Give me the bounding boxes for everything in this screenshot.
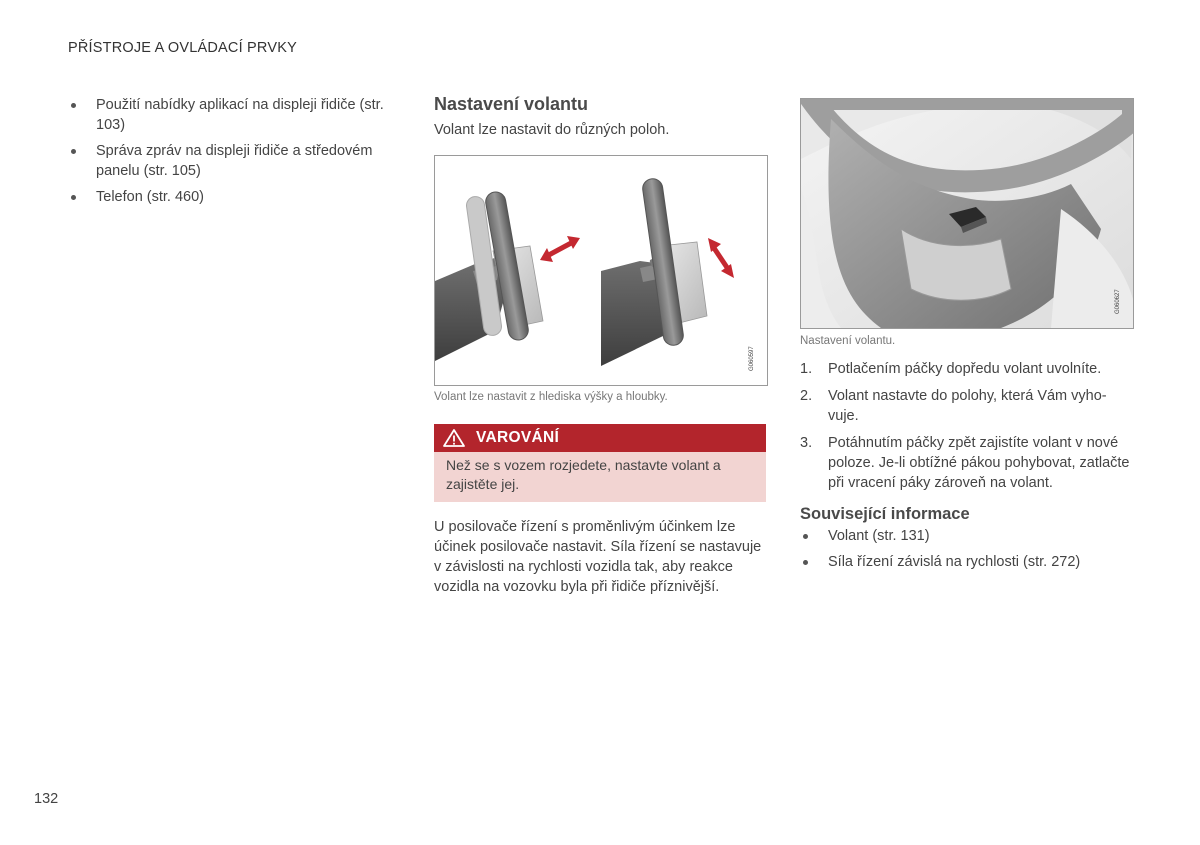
list-item — [800, 386, 1130, 426]
intro-text: Volant lze nastavit do různých poloh. — [434, 122, 670, 138]
power-steering-paragraph: U posilovače řízení s proměnlivým účinkem lze účinek posilovače nastavit. Síla řízení se nastavuje v závislosti na rychlosti vozidla tak, aby reakce vozidla na vozovku byla při řidiče příznivější. — [434, 519, 762, 595]
steering-lever-illustration — [801, 99, 1133, 328]
section-heading: Nastavení volantu — [434, 94, 589, 114]
figure-code: G060627 — [1115, 289, 1121, 314]
step-text: Volant nastavte do polohy, která Vám vyho-vuje. — [828, 388, 1107, 424]
step-number: 2. — [800, 388, 813, 404]
steering-adjust-illustration — [434, 155, 768, 386]
list-item: Použití nabídky aplikací na displeji řidiče (str. 103) — [68, 95, 388, 135]
step-text: Potáhnutím páčky zpět zajistíte volant v nové poloze. Je-li obtížné pákou pohybovat, zatlačte při vracení páky zároveň na volant. — [828, 435, 1130, 491]
figure-code: G060597 — [749, 346, 755, 371]
left-bullet-list — [68, 95, 388, 213]
step-number: 3. — [800, 435, 813, 451]
warning-box — [434, 424, 766, 502]
list-item — [800, 359, 1130, 379]
warning-triangle-icon — [442, 428, 466, 448]
step-text: Potlačením páčky dopředu volant uvolníte. — [828, 361, 1102, 377]
figure-caption: Volant lze nastavit z hlediska výšky a hloubky. — [434, 391, 668, 403]
list-item: Telefon (str. 460) — [68, 187, 388, 207]
list-item: Síla řízení závislá na rychlosti (str. 272) — [800, 552, 1130, 572]
list-item — [800, 433, 1130, 493]
figure-caption: Nastavení volantu. — [800, 335, 896, 347]
related-list — [800, 526, 1130, 578]
related-heading: Související informace — [800, 505, 970, 523]
steering-lever-photo — [800, 98, 1134, 329]
step-number: 1. — [800, 361, 813, 377]
warning-text: Než se s vozem rozjedete, nastavte volant a zajistěte jej. — [434, 452, 766, 502]
list-item: Správa zpráv na displeji řidiče a středovém panelu (str. 105) — [68, 141, 388, 181]
page-number: 132 — [34, 791, 59, 807]
steps-list — [800, 359, 1130, 500]
steering-wheel-diagram — [435, 156, 767, 385]
warning-title: VAROVÁNÍ — [476, 429, 560, 446]
list-item: Volant (str. 131) — [800, 526, 1130, 546]
running-header: PŘÍSTROJE A OVLÁDACÍ PRVKY — [68, 40, 297, 56]
warning-header — [434, 424, 766, 452]
